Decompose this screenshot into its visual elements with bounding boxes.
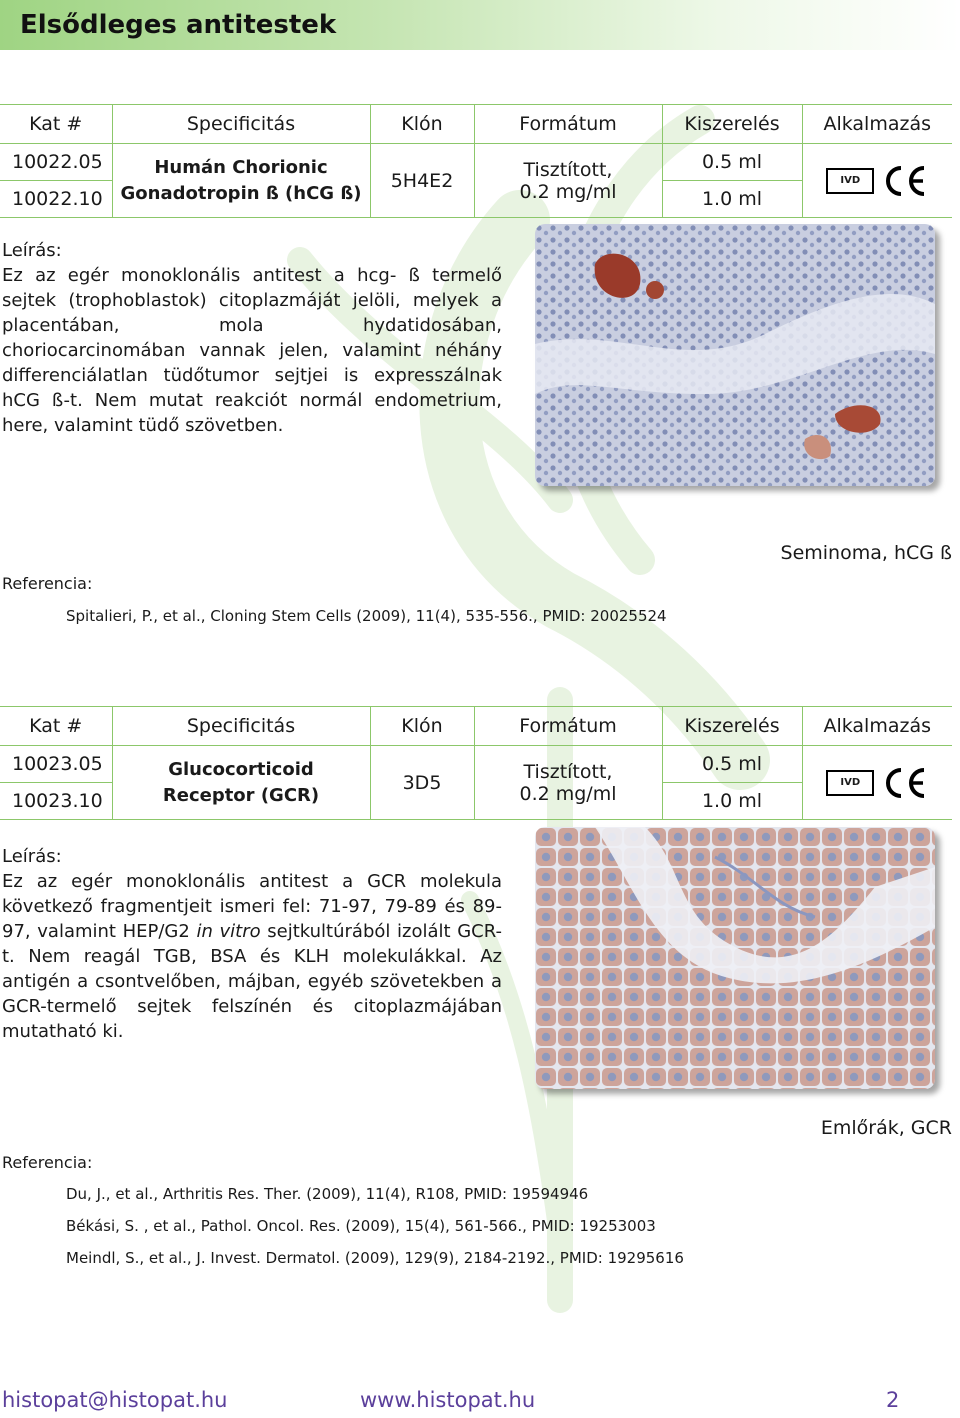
application-cell — [802, 746, 952, 820]
ce-mark-icon — [882, 766, 928, 800]
description-gcr — [2, 844, 502, 1044]
specificity-line1: Glucocorticoid — [168, 758, 314, 780]
description-italic: in vitro — [196, 921, 261, 942]
header-specificitas: Specificitás — [112, 707, 370, 746]
header-alkalmazas: Alkalmazás — [802, 707, 952, 746]
specificity-line2: Receptor (GCR) — [162, 784, 320, 806]
format-cell — [474, 746, 662, 820]
description-label: Leírás: — [2, 846, 62, 867]
product-table-gcr — [0, 706, 952, 820]
table-row — [0, 144, 952, 181]
reference-item: Du, J., et al., Arthritis Res. Ther. (2009), 11(4), R108, PMID: 19594946 — [66, 1185, 589, 1203]
header-kat: Kat # — [0, 105, 112, 144]
description-text-part1: Ez az egér monoklonális antitest a GCR molekula következő fragmentjeit ismeri fel: 71-97, 79-89 és 89-97, valamint HEP/G2 — [2, 871, 502, 942]
table-header-row — [0, 105, 952, 144]
header-formatum: Formátum — [474, 707, 662, 746]
micrograph-breast-cancer — [535, 827, 935, 1089]
kat-number: 10023.05 — [0, 746, 112, 783]
description-text — [2, 869, 502, 1044]
table-header-row — [0, 707, 952, 746]
reference-item: Spitalieri, P., et al., Cloning Stem Cells (2009), 11(4), 535-556., PMID: 20025524 — [66, 607, 667, 625]
micrograph-seminoma — [535, 224, 935, 486]
ivd-icon: IVD — [826, 168, 874, 194]
header-specificitas: Specificitás — [112, 105, 370, 144]
description-hcg — [2, 238, 502, 438]
reference-item: Meindl, S., et al., J. Invest. Dermatol. (2009), 129(9), 2184-2192., PMID: 19295616 — [66, 1249, 684, 1267]
product-table-hcg — [0, 104, 952, 218]
footer-email-link[interactable]: histopat@histopat.hu — [2, 1388, 228, 1412]
reference-label: Referencia: — [2, 574, 93, 593]
kat-number: 10023.10 — [0, 783, 112, 820]
specificity-cell — [112, 144, 370, 218]
table-row — [0, 746, 952, 783]
header-klon: Klón — [370, 105, 474, 144]
format-line1: Tisztított, — [523, 760, 613, 783]
ce-mark-icon — [882, 164, 928, 198]
size-cell: 1.0 ml — [662, 181, 802, 218]
format-line1: Tisztított, — [523, 158, 613, 181]
footer-website-link[interactable]: www.histopat.hu — [360, 1388, 536, 1412]
ivd-icon: IVD — [826, 770, 874, 796]
header-klon: Klón — [370, 707, 474, 746]
specificity-cell — [112, 746, 370, 820]
kat-number: 10022.10 — [0, 181, 112, 218]
format-cell — [474, 144, 662, 218]
specificity-line1: Humán Chorionic — [154, 156, 328, 178]
description-label: Leírás: — [2, 240, 62, 261]
image-caption-gcr: Emlőrák, GCR — [820, 1117, 952, 1139]
description-text: Ez az egér monoklonális antitest a hcg- ß termelő sejtek (trophoblastok) citoplazmáját jelöli, melyek a placentában, mola hydatidosában, choriocarcinomában vannak jelen, valamint néhány differenciálatlan tüdőtumor sejtjei is expresszálnak hCG ß-t. Nem mutat reakciót normál endometrium, here, valamint tüdő szövetben. — [2, 265, 502, 436]
size-cell: 1.0 ml — [662, 783, 802, 820]
header-kat: Kat # — [0, 707, 112, 746]
header-formatum: Formátum — [474, 105, 662, 144]
size-cell: 0.5 ml — [662, 144, 802, 181]
kat-number: 10022.05 — [0, 144, 112, 181]
image-caption-hcg: Seminoma, hCG ß — [780, 542, 952, 564]
application-cell — [802, 144, 952, 218]
clone-cell: 5H4E2 — [370, 144, 474, 218]
description-text-part2: sejtkultúrából izolált GCR-t. Nem reagál TGB, BSA és KLH molekulákkal. Az antigén a csontvelőben, májban, egyéb szövetekben a GCR-termelő sejtek felszínén és citoplazmájában mutatható ki. — [2, 921, 502, 1042]
reference-label: Referencia: — [2, 1153, 93, 1172]
format-line2: 0.2 mg/ml — [519, 782, 617, 805]
format-line2: 0.2 mg/ml — [519, 180, 617, 203]
header-kiszereles: Kiszerelés — [662, 105, 802, 144]
header-alkalmazas: Alkalmazás — [802, 105, 952, 144]
clone-cell: 3D5 — [370, 746, 474, 820]
header-kiszereles: Kiszerelés — [662, 707, 802, 746]
reference-item: Békási, S. , et al., Pathol. Oncol. Res. (2009), 15(4), 561-566., PMID: 19253003 — [66, 1217, 656, 1235]
page-title: Elsődleges antitestek — [20, 10, 337, 40]
size-cell: 0.5 ml — [662, 746, 802, 783]
specificity-line2: Gonadotropin ß (hCG ß) — [120, 182, 362, 204]
page-number: 2 — [886, 1388, 900, 1412]
